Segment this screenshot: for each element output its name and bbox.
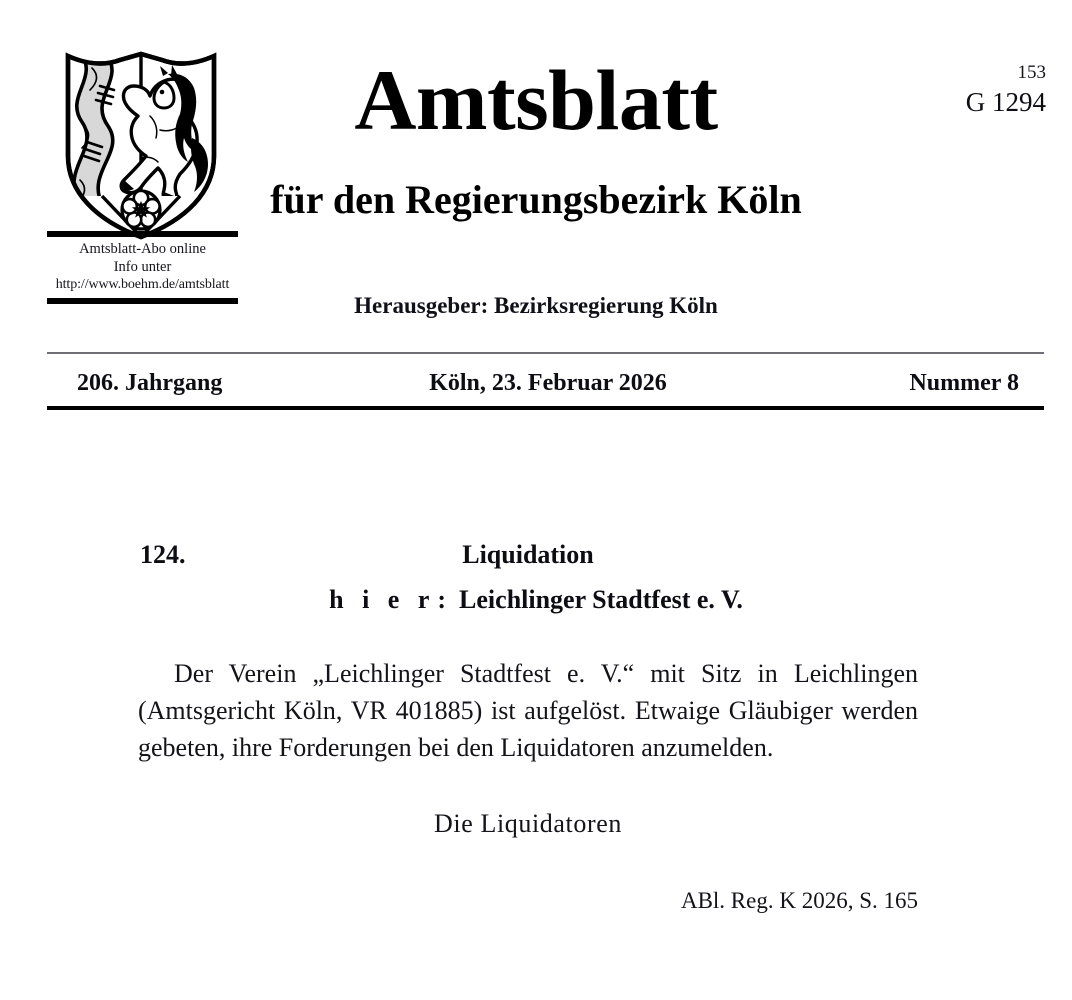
abo-line-2: Info unter: [113, 259, 172, 275]
issue-volume: 206. Jahrgang: [77, 369, 223, 396]
issue-number: Nummer 8: [909, 369, 1019, 396]
publication-title: Amtsblatt: [354, 52, 718, 148]
publisher-line: Herausgeber: Bezirksregierung Köln: [354, 293, 718, 318]
article-subject-label: h i e r: [329, 585, 436, 614]
article-signature: Die Liquidatoren: [434, 809, 622, 838]
article-body: [138, 655, 918, 766]
issue-rule-bottom: [47, 406, 1044, 410]
article-body-paragraph: Der Verein „Leichlinger Stadtfest e. V.“ mit Sitz in Leichlingen (Amtsgericht Köln, VR 401885) ist aufgelöst. Etwaige Gläubiger werden gebeten, ihre Forderungen bei den Liquidatoren anzumelden.: [138, 659, 918, 762]
page-number-code: 153: [1017, 62, 1046, 83]
issue-bar: [47, 364, 1044, 402]
article-title: Liquidation: [462, 540, 594, 569]
article-124: [0, 540, 1072, 916]
article-subject-colon: :: [437, 585, 447, 614]
masthead-codes: [966, 62, 1046, 118]
abo-text: [47, 237, 238, 296]
abo-line-1: Amtsblatt-Abo online: [79, 241, 206, 257]
abo-url[interactable]: http://www.boehm.de/amtsblatt: [55, 277, 230, 292]
issue-rule-top: [47, 352, 1044, 354]
masthead: [0, 0, 1072, 348]
article-citation: ABl. Reg. K 2026, S. 165: [680, 888, 918, 913]
issue-place-date: Köln, 23. Februar 2026: [429, 369, 667, 396]
article-number: 124.: [140, 540, 186, 569]
article-subject-line: [0, 585, 1072, 615]
postal-code: G 1294: [965, 87, 1046, 117]
article-subject-value: Leichlinger Stadtfest e. V.: [459, 585, 743, 614]
article-heading-row: [0, 540, 1072, 578]
publication-subtitle: für den Regierungsbezirk Köln: [270, 177, 802, 222]
